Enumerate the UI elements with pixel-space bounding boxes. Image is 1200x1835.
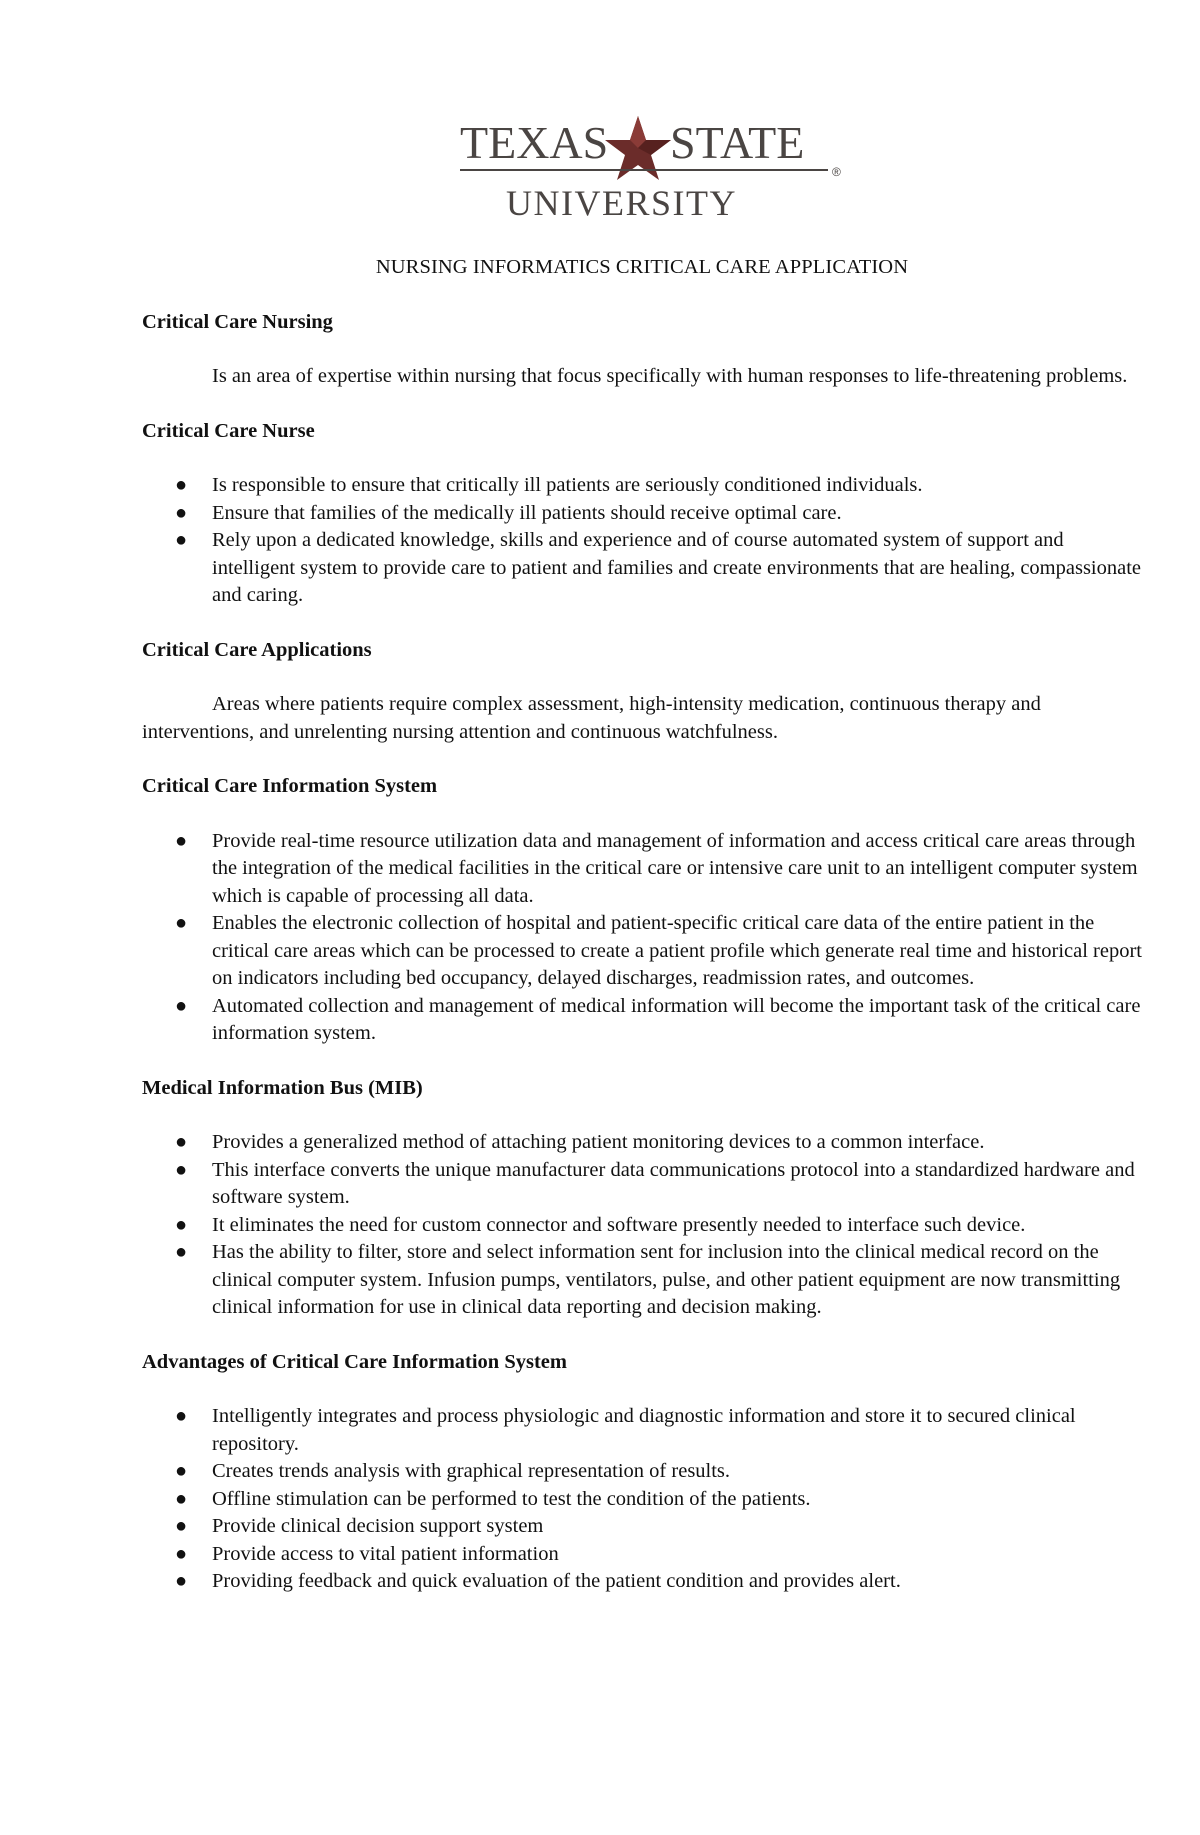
list-item: ● Offline stimulation can be performed to test the condition of the patients. [142, 1486, 1142, 1514]
section-heading: Critical Care Nurse [142, 419, 315, 442]
section-heading: Critical Care Nursing [142, 310, 333, 333]
registered-mark: ® [832, 165, 841, 179]
section-critical-care-information-system [142, 773, 1142, 1048]
list-item: ● Has the ability to filter, store and select information sent for inclusion into the clinical medical record on the clinical computer system. Infusion pumps, ventilators, pulse, and other patient equipment are now transmitting clinical information for use in clinical data reporting and decision making. [175, 1241, 1121, 1318]
document-body [142, 254, 1142, 1623]
bullet-icon: ● [175, 1241, 188, 1263]
list-item: ● Intelligently integrates and process physiologic and diagnostic information and store it to secured clinical repository. [175, 1405, 1076, 1455]
logo-divider [460, 169, 828, 171]
bullet-icon: ● [175, 529, 188, 551]
bullet-icon: ● [175, 1158, 188, 1181]
bullet-icon: ● [175, 501, 188, 524]
section-critical-care-nursing [142, 309, 1142, 391]
bullet-icon: ● [175, 994, 188, 1017]
document-title: NURSING INFORMATICS CRITICAL CARE APPLICATION [375, 256, 909, 278]
section-medical-information-bus [142, 1075, 1142, 1322]
list-item: ● Provide access to vital patient information [142, 1541, 1142, 1569]
list-item: ● Creates trends analysis with graphical representation of results. [142, 1458, 1142, 1486]
section-heading: Critical Care Applications [142, 638, 372, 661]
logo-word-right: STATE [670, 117, 805, 168]
bullet-icon: ● [175, 829, 188, 852]
list-item: ● Provide real-time resource utilization data and management of information and access critical care areas through the integration of the medical facilities in the critical care or intensive care unit to an intelligent computer system which is capable of processing all data. [175, 829, 1138, 907]
bullet-icon: ● [175, 1405, 188, 1427]
bullet-icon: ● [175, 1487, 188, 1510]
section-heading: Medical Information Bus (MIB) [142, 1076, 423, 1099]
list-item: ● Automated collection and management of medical information will become the important task of the critical care information system. [175, 994, 1141, 1044]
bullet-list [142, 1129, 1142, 1322]
logo-graphic [420, 110, 860, 230]
section-advantages [142, 1349, 1142, 1596]
section-heading: Critical Care Information System [142, 775, 438, 797]
list-item: ● Provides a generalized method of attaching patient monitoring devices to a common interface. [142, 1129, 1142, 1157]
bullet-list [142, 828, 1142, 1048]
bullet-icon: ● [175, 1213, 188, 1236]
list-item: ● It eliminates the need for custom connector and software presently needed to interface such device. [142, 1212, 1142, 1240]
list-item: ● This interface converts the unique manufacturer data communications protocol into a standardized hardware and software system. [175, 1158, 1135, 1208]
bullet-list [142, 472, 1142, 610]
list-item: ● Enables the electronic collection of hospital and patient-specific critical care data of the entire patient in the critical care areas which can be processed to create a patient profile which generate real time and historical report on indicators including bed occupancy, delayed discharges, readmission rates, and outcomes. [175, 912, 1142, 989]
bullet-icon: ● [175, 1542, 188, 1565]
university-logo [420, 110, 860, 230]
bullet-icon: ● [175, 1460, 188, 1482]
bullet-icon: ● [175, 474, 188, 496]
bullet-icon: ● [175, 1570, 188, 1592]
list-item: ● Ensure that families of the medically ill patients should receive optimal care. [142, 500, 1142, 528]
bullet-icon: ● [175, 1515, 188, 1537]
bullet-list [142, 1403, 1142, 1596]
list-item: ● Is responsible to ensure that critically ill patients are seriously conditioned individuals. [142, 472, 1142, 500]
list-item: ● Providing feedback and quick evaluation of the patient condition and provides alert. [142, 1568, 1142, 1596]
section-paragraph: Areas where patients require complex assessment, high-intensity medication, continuous therapy and interventions, and unrelenting nursing attention and continuous watchfulness. [142, 693, 1041, 743]
section-heading: Advantages of Critical Care Information System [142, 1350, 567, 1373]
section-critical-care-nurse [142, 418, 1142, 610]
logo-word-left: TEXAS [460, 117, 609, 168]
list-item: ● Rely upon a dedicated knowledge, skills and experience and of course automated system of support and intelligent system to provide care to patient and families and create environments that are healing, compassionate and caring. [175, 529, 1142, 606]
section-critical-care-applications [142, 637, 1142, 747]
bullet-icon: ● [175, 1131, 188, 1153]
bullet-icon: ● [175, 912, 188, 934]
list-item: ● Provide clinical decision support system [142, 1513, 1142, 1541]
section-paragraph: Is an area of expertise within nursing that focus specifically with human responses to life-threatening problems. [212, 365, 1128, 387]
logo-word-bottom: UNIVERSITY [506, 183, 737, 223]
